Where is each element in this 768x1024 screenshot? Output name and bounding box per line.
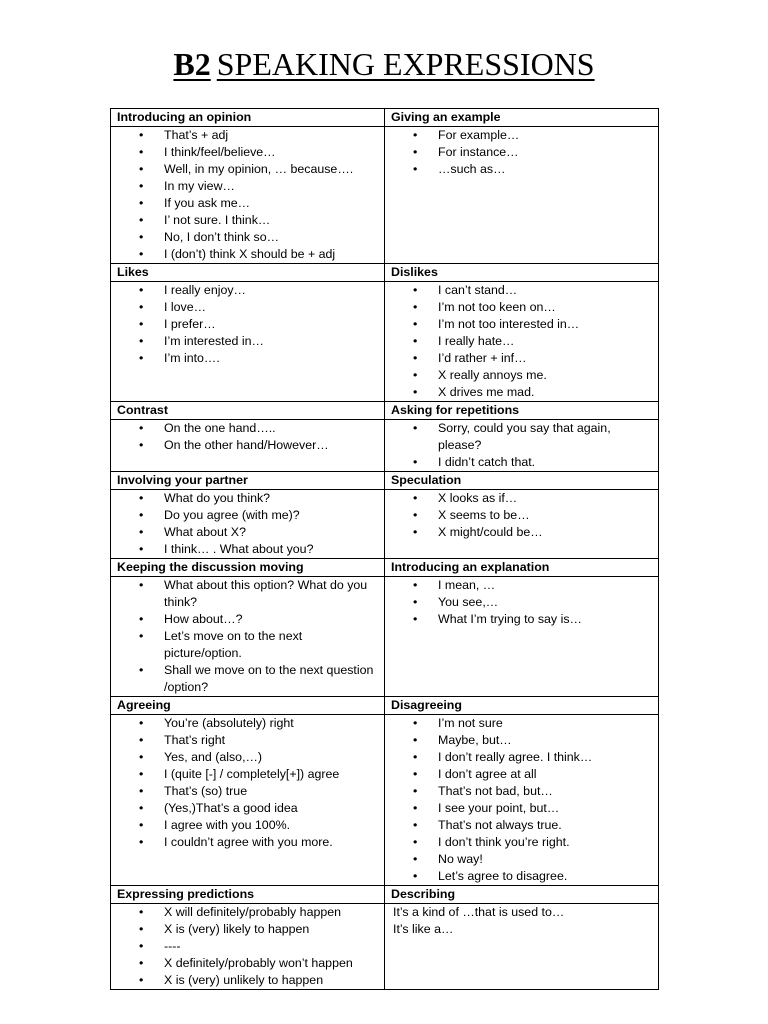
bullet-icon: • bbox=[139, 525, 144, 539]
expression-text: On the one hand….. bbox=[164, 421, 276, 435]
expression-item bbox=[391, 384, 652, 401]
cell-involving-your-partner bbox=[111, 490, 385, 559]
bullet-icon: • bbox=[413, 716, 418, 730]
expression-item bbox=[117, 507, 378, 524]
expression-item bbox=[117, 732, 378, 749]
section-body-row bbox=[111, 282, 659, 402]
cell-agreeing bbox=[111, 715, 385, 886]
expression-text: I don’t really agree. I think… bbox=[438, 750, 593, 764]
expression-text: I think… . What about you? bbox=[164, 542, 314, 556]
expression-item bbox=[117, 316, 378, 333]
cell-introducing-an-opinion bbox=[111, 127, 385, 264]
heading-likes: Likes bbox=[111, 264, 385, 282]
bullet-icon: • bbox=[139, 491, 144, 505]
expression-text: I’m not sure bbox=[438, 716, 503, 730]
expression-item bbox=[117, 229, 378, 246]
bullet-icon: • bbox=[413, 508, 418, 522]
bullet-icon: • bbox=[139, 733, 144, 747]
expression-item bbox=[117, 921, 378, 938]
bullet-icon: • bbox=[139, 542, 144, 556]
expression-list bbox=[117, 490, 378, 558]
expression-item bbox=[391, 507, 652, 524]
expression-text: I prefer… bbox=[164, 317, 216, 331]
expression-list bbox=[391, 127, 652, 178]
bullet-icon: • bbox=[139, 939, 144, 953]
bullet-icon: • bbox=[413, 491, 418, 505]
bullet-icon: • bbox=[413, 455, 418, 469]
expression-list bbox=[391, 577, 652, 628]
heading-introducing-an-opinion: Introducing an opinion bbox=[111, 109, 385, 127]
heading-contrast: Contrast bbox=[111, 402, 385, 420]
bullet-icon: • bbox=[413, 784, 418, 798]
bullet-icon: • bbox=[413, 351, 418, 365]
expression-item bbox=[391, 834, 652, 851]
bullet-icon: • bbox=[139, 230, 144, 244]
section-body-row bbox=[111, 420, 659, 472]
bullet-icon: • bbox=[139, 578, 144, 592]
expression-text: Let’s move on to the next picture/option. bbox=[164, 629, 303, 660]
expression-text: Yes, and (also,…) bbox=[164, 750, 263, 764]
bullet-icon: • bbox=[413, 300, 418, 314]
expression-item bbox=[391, 299, 652, 316]
bullet-icon: • bbox=[139, 421, 144, 435]
expression-text: If you ask me… bbox=[164, 196, 251, 210]
expression-item bbox=[117, 524, 378, 541]
expression-text: X seems to be… bbox=[438, 508, 530, 522]
expression-text: I (don’t) think X should be + adj bbox=[164, 247, 336, 261]
expression-text: What do you think? bbox=[164, 491, 271, 505]
expression-list bbox=[117, 420, 378, 454]
bullet-icon: • bbox=[413, 733, 418, 747]
bullet-icon: • bbox=[139, 438, 144, 452]
expression-item bbox=[391, 594, 652, 611]
bullet-icon: • bbox=[413, 368, 418, 382]
bullet-icon: • bbox=[413, 145, 418, 159]
expression-text: No way! bbox=[438, 852, 483, 866]
expression-text: ---- bbox=[164, 939, 181, 953]
heading-involving-your-partner: Involving your partner bbox=[111, 472, 385, 490]
expression-text: For example… bbox=[438, 128, 520, 142]
bullet-icon: • bbox=[413, 801, 418, 815]
expression-list bbox=[117, 904, 378, 989]
cell-dislikes bbox=[385, 282, 659, 402]
bullet-icon: • bbox=[139, 750, 144, 764]
expression-item bbox=[117, 178, 378, 195]
expression-list bbox=[391, 420, 652, 471]
bullet-icon: • bbox=[413, 162, 418, 176]
expression-list bbox=[391, 490, 652, 541]
bullet-icon: • bbox=[413, 283, 418, 297]
expressions-table bbox=[110, 108, 659, 990]
bullet-icon: • bbox=[413, 612, 418, 626]
expression-text: That’s + adj bbox=[164, 128, 229, 142]
bullet-icon: • bbox=[139, 196, 144, 210]
expression-text: That’s right bbox=[164, 733, 226, 747]
expression-item bbox=[117, 955, 378, 972]
page-title bbox=[0, 44, 768, 84]
expression-item bbox=[391, 282, 652, 299]
expression-text: For instance… bbox=[438, 145, 519, 159]
bullet-icon: • bbox=[139, 663, 144, 677]
expression-item bbox=[117, 938, 378, 955]
section-heading-row bbox=[111, 402, 659, 420]
expression-item bbox=[117, 972, 378, 989]
expression-text: X really annoys me. bbox=[438, 368, 547, 382]
expression-list bbox=[117, 715, 378, 851]
bullet-icon: • bbox=[139, 922, 144, 936]
expression-item bbox=[117, 783, 378, 800]
expression-item bbox=[391, 800, 652, 817]
expression-text: …such as… bbox=[438, 162, 506, 176]
expression-item bbox=[117, 834, 378, 851]
bullet-icon: • bbox=[139, 612, 144, 626]
bullet-icon: • bbox=[139, 247, 144, 261]
bullet-icon: • bbox=[139, 179, 144, 193]
bullet-icon: • bbox=[139, 162, 144, 176]
expression-item bbox=[117, 127, 378, 144]
expression-text: That’s (so) true bbox=[164, 784, 248, 798]
title-level: B2 bbox=[173, 46, 211, 82]
cell-contrast bbox=[111, 420, 385, 472]
expression-text: X looks as if… bbox=[438, 491, 518, 505]
expression-text: On the other hand/However… bbox=[164, 438, 329, 452]
bullet-icon: • bbox=[413, 421, 418, 435]
expression-text: That’s not bad, but… bbox=[438, 784, 553, 798]
cell-asking-for-repetitions bbox=[385, 420, 659, 472]
expression-item bbox=[117, 246, 378, 263]
expression-item bbox=[391, 454, 652, 471]
expression-item bbox=[391, 144, 652, 161]
expression-item bbox=[391, 127, 652, 144]
expression-text: I’m not too interested in… bbox=[438, 317, 580, 331]
bullet-icon: • bbox=[413, 578, 418, 592]
expression-item bbox=[117, 212, 378, 229]
expression-text: I’m interested in… bbox=[164, 334, 264, 348]
expression-item bbox=[391, 524, 652, 541]
cell-introducing-an-explanation bbox=[385, 577, 659, 697]
section-heading-row bbox=[111, 264, 659, 282]
bullet-icon: • bbox=[413, 334, 418, 348]
expression-item bbox=[391, 851, 652, 868]
cell-speculation bbox=[385, 490, 659, 559]
heading-giving-an-example: Giving an example bbox=[385, 109, 659, 127]
bullet-icon: • bbox=[139, 956, 144, 970]
heading-introducing-an-explanation: Introducing an explanation bbox=[385, 559, 659, 577]
expression-item bbox=[391, 817, 652, 834]
expression-item bbox=[391, 490, 652, 507]
expression-item bbox=[117, 817, 378, 834]
expression-item bbox=[391, 868, 652, 885]
bullet-icon: • bbox=[139, 784, 144, 798]
expression-text: Let’s agree to disagree. bbox=[438, 869, 568, 883]
expression-item bbox=[117, 195, 378, 212]
expression-text: That’s not always true. bbox=[438, 818, 562, 832]
expression-text: I don’t think you’re right. bbox=[438, 835, 570, 849]
expression-item bbox=[391, 577, 652, 594]
section-heading-row bbox=[111, 109, 659, 127]
expression-list bbox=[117, 577, 378, 696]
heading-asking-for-repetitions: Asking for repetitions bbox=[385, 402, 659, 420]
heading-describing: Describing bbox=[385, 886, 659, 904]
cell-giving-an-example bbox=[385, 127, 659, 264]
bullet-icon: • bbox=[413, 317, 418, 331]
expression-text: I agree with you 100%. bbox=[164, 818, 291, 832]
expression-list bbox=[391, 282, 652, 401]
expression-item bbox=[391, 783, 652, 800]
bullet-icon: • bbox=[413, 525, 418, 539]
expression-item bbox=[391, 611, 652, 628]
expression-text: What about this option? What do you think? bbox=[164, 578, 368, 609]
expression-item bbox=[117, 420, 378, 437]
expression-item bbox=[117, 715, 378, 732]
expression-item bbox=[117, 800, 378, 817]
expression-item bbox=[391, 749, 652, 766]
heading-expressing-predictions: Expressing predictions bbox=[111, 886, 385, 904]
expression-text: You see,… bbox=[438, 595, 499, 609]
expression-item bbox=[117, 577, 378, 611]
description-line: It’s like a… bbox=[393, 922, 454, 936]
expression-text: I’m into…. bbox=[164, 351, 220, 365]
expression-text: Maybe, but… bbox=[438, 733, 512, 747]
expression-text: Well, in my opinion, … because…. bbox=[164, 162, 354, 176]
expression-item bbox=[391, 161, 652, 178]
expression-item bbox=[117, 299, 378, 316]
heading-speculation: Speculation bbox=[385, 472, 659, 490]
expression-text: I’d rather + inf… bbox=[438, 351, 527, 365]
expression-item bbox=[391, 316, 652, 333]
expression-item bbox=[391, 715, 652, 732]
bullet-icon: • bbox=[139, 317, 144, 331]
bullet-icon: • bbox=[139, 213, 144, 227]
expression-text: I can’t stand… bbox=[438, 283, 518, 297]
expression-text: No, I don’t think so… bbox=[164, 230, 280, 244]
bullet-icon: • bbox=[139, 128, 144, 142]
expression-text: I think/feel/believe… bbox=[164, 145, 276, 159]
section-body-row bbox=[111, 127, 659, 264]
section-heading-row bbox=[111, 472, 659, 490]
expression-text: Sorry, could you say that again, please? bbox=[438, 421, 611, 452]
expression-item bbox=[117, 904, 378, 921]
bullet-icon: • bbox=[139, 508, 144, 522]
expression-text: In my view… bbox=[164, 179, 235, 193]
expression-text: I see your point, but… bbox=[438, 801, 560, 815]
bullet-icon: • bbox=[139, 629, 144, 643]
bullet-icon: • bbox=[413, 818, 418, 832]
expression-item bbox=[117, 541, 378, 558]
expression-item bbox=[117, 333, 378, 350]
bullet-icon: • bbox=[139, 716, 144, 730]
expression-text: X is (very) likely to happen bbox=[164, 922, 310, 936]
expression-text: Shall we move on to the next question /option? bbox=[164, 663, 374, 694]
heading-disagreeing: Disagreeing bbox=[385, 697, 659, 715]
expression-list bbox=[117, 127, 378, 263]
bullet-icon: • bbox=[413, 852, 418, 866]
heading-keeping-the-discussion-moving: Keeping the discussion moving bbox=[111, 559, 385, 577]
section-heading-row bbox=[111, 559, 659, 577]
cell-keeping-the-discussion-moving bbox=[111, 577, 385, 697]
heading-dislikes: Dislikes bbox=[385, 264, 659, 282]
section-heading-row bbox=[111, 697, 659, 715]
bullet-icon: • bbox=[139, 801, 144, 815]
expression-text: X might/could be… bbox=[438, 525, 543, 539]
bullet-icon: • bbox=[413, 595, 418, 609]
cell-likes bbox=[111, 282, 385, 402]
expression-list bbox=[391, 715, 652, 885]
expression-item bbox=[391, 766, 652, 783]
expression-text: You’re (absolutely) right bbox=[164, 716, 294, 730]
bullet-icon: • bbox=[139, 145, 144, 159]
expression-item bbox=[117, 282, 378, 299]
bullet-icon: • bbox=[139, 351, 144, 365]
expression-text: X definitely/probably won’t happen bbox=[164, 956, 353, 970]
bullet-icon: • bbox=[413, 869, 418, 883]
expression-text: I’ not sure. I think… bbox=[164, 213, 271, 227]
section-heading-row bbox=[111, 886, 659, 904]
bullet-icon: • bbox=[413, 835, 418, 849]
expression-item bbox=[117, 490, 378, 507]
expression-text: I love… bbox=[164, 300, 207, 314]
expression-item bbox=[117, 350, 378, 367]
expression-text: (Yes,)That’s a good idea bbox=[164, 801, 298, 815]
expression-item bbox=[117, 144, 378, 161]
expression-item bbox=[117, 766, 378, 783]
section-body-row bbox=[111, 715, 659, 886]
bullet-icon: • bbox=[139, 973, 144, 987]
expression-list bbox=[117, 282, 378, 367]
expression-item bbox=[117, 611, 378, 628]
expression-item bbox=[391, 350, 652, 367]
expression-text: How about…? bbox=[164, 612, 243, 626]
expression-text: X will definitely/probably happen bbox=[164, 905, 342, 919]
bullet-icon: • bbox=[139, 767, 144, 781]
expression-text: I really enjoy… bbox=[164, 283, 246, 297]
bullet-icon: • bbox=[139, 905, 144, 919]
expression-text: What about X? bbox=[164, 525, 246, 539]
expression-item bbox=[117, 628, 378, 662]
bullet-icon: • bbox=[139, 334, 144, 348]
section-body-row bbox=[111, 490, 659, 559]
expression-item bbox=[391, 367, 652, 384]
bullet-icon: • bbox=[413, 767, 418, 781]
expression-text: What I’m trying to say is… bbox=[438, 612, 582, 626]
expression-text: X is (very) unlikely to happen bbox=[164, 973, 324, 987]
expression-item bbox=[117, 161, 378, 178]
description-line: It’s a kind of …that is used to… bbox=[393, 905, 565, 919]
expression-item bbox=[117, 749, 378, 766]
section-body-row bbox=[111, 904, 659, 990]
heading-agreeing: Agreeing bbox=[111, 697, 385, 715]
expression-item bbox=[391, 420, 652, 454]
cell-disagreeing bbox=[385, 715, 659, 886]
cell-expressing-predictions bbox=[111, 904, 385, 990]
bullet-icon: • bbox=[139, 818, 144, 832]
section-body-row bbox=[111, 577, 659, 697]
expression-text: I really hate… bbox=[438, 334, 515, 348]
expression-text: I don’t agree at all bbox=[438, 767, 537, 781]
expression-text: Do you agree (with me)? bbox=[164, 508, 300, 522]
bullet-icon: • bbox=[139, 283, 144, 297]
bullet-icon: • bbox=[413, 750, 418, 764]
expression-item bbox=[117, 662, 378, 696]
expression-text: X drives me mad. bbox=[438, 385, 535, 399]
expression-item bbox=[391, 732, 652, 749]
expression-text: I (quite [-] / completely[+]) agree bbox=[164, 767, 340, 781]
bullet-icon: • bbox=[139, 835, 144, 849]
expression-text: I mean, … bbox=[438, 578, 496, 592]
expression-item bbox=[117, 437, 378, 454]
bullet-icon: • bbox=[139, 300, 144, 314]
expression-text: I couldn’t agree with you more. bbox=[164, 835, 333, 849]
expression-item bbox=[391, 333, 652, 350]
expression-text: I didn’t catch that. bbox=[438, 455, 536, 469]
title-text: SPEAKING EXPRESSIONS bbox=[216, 46, 595, 82]
cell-describing bbox=[385, 904, 659, 990]
bullet-icon: • bbox=[413, 128, 418, 142]
expression-text: I’m not too keen on… bbox=[438, 300, 556, 314]
bullet-icon: • bbox=[413, 385, 418, 399]
